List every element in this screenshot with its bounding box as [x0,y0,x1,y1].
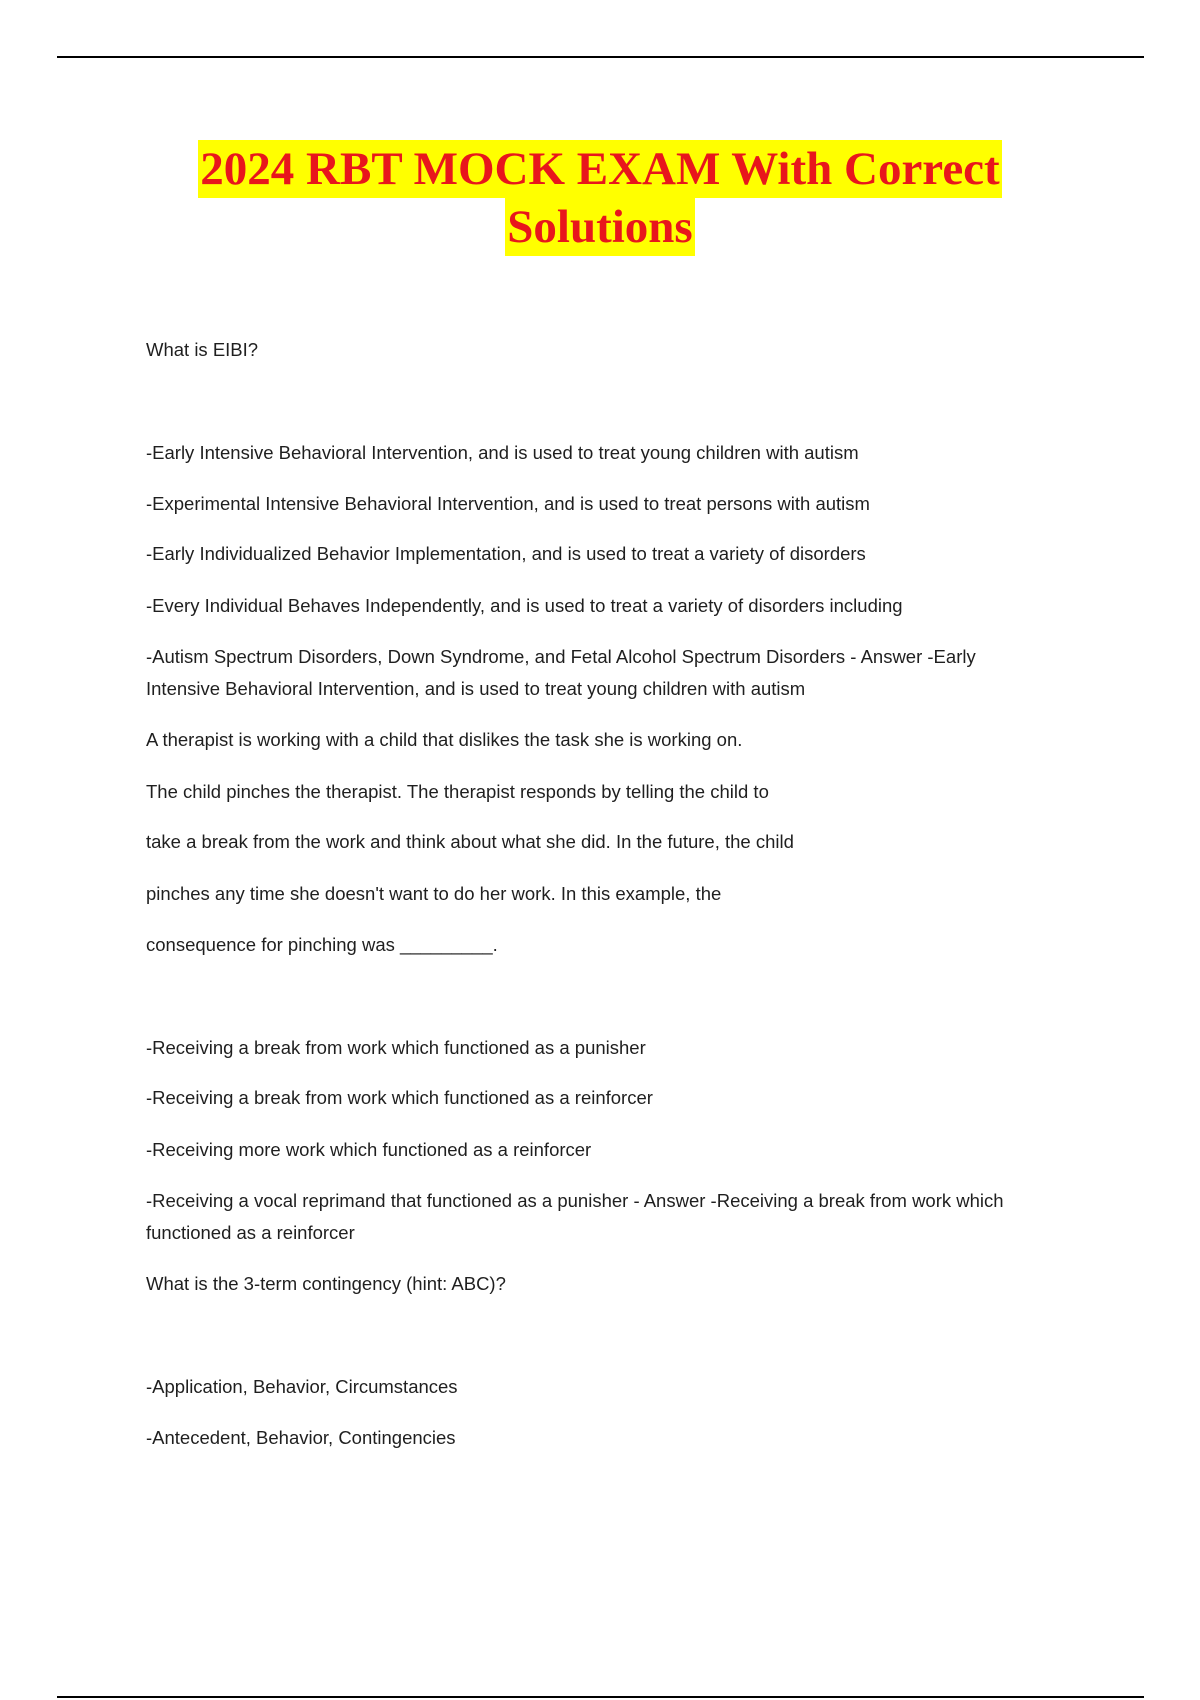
question-2-prompt-line-5: consequence for pinching was _________. [146,934,498,955]
question-1-answer-line-1: -Autism Spectrum Disorders, Down Syndrome, and Fetal Alcohol Spectrum Disorders - Answer -Early [146,646,976,667]
question-2-option-2: -Receiving a break from work which functioned as a reinforcer [146,1087,653,1108]
question-2-prompt-line-3: take a break from the work and think about what she did. In the future, the child [146,831,794,852]
question-1-prompt: What is EIBI? [146,339,259,360]
question-2-prompt-line-1: A therapist is working with a child that dislikes the task she is working on. [146,729,743,750]
question-3-prompt: What is the 3-term contingency (hint: ABC)? [146,1273,506,1294]
question-2-answer-line-2: functioned as a reinforcer [146,1222,355,1243]
title-line-2: Solutions [505,198,694,256]
top-rule [57,56,1144,58]
question-2-prompt-line-2: The child pinches the therapist. The therapist responds by telling the child to [146,781,769,802]
question-1-answer-line-2: Intensive Behavioral Intervention, and is used to treat young children with autism [146,678,806,699]
question-3-option-2: -Antecedent, Behavior, Contingencies [146,1427,456,1448]
question-1-option-2: -Experimental Intensive Behavioral Intervention, and is used to treat persons with autism [146,493,870,514]
page-title [0,140,1200,256]
question-1-option-1: -Early Intensive Behavioral Intervention, and is used to treat young children with autism [146,442,859,463]
bottom-rule [57,1696,1144,1698]
question-2-option-1: -Receiving a break from work which functioned as a punisher [146,1037,646,1058]
question-1-option-3: -Early Individualized Behavior Implementation, and is used to treat a variety of disorders [146,543,866,564]
question-2-prompt-line-4: pinches any time she doesn't want to do her work. In this example, the [146,883,722,904]
question-2-answer-line-1: -Receiving a vocal reprimand that functioned as a punisher - Answer -Receiving a break from work which [146,1190,1004,1211]
title-line-1: 2024 RBT MOCK EXAM With Correct [198,140,1001,198]
question-1-option-4: -Every Individual Behaves Independently, and is used to treat a variety of disorders including [146,595,903,616]
question-3-option-1: -Application, Behavior, Circumstances [146,1376,458,1397]
question-2-option-3: -Receiving more work which functioned as a reinforcer [146,1139,592,1160]
